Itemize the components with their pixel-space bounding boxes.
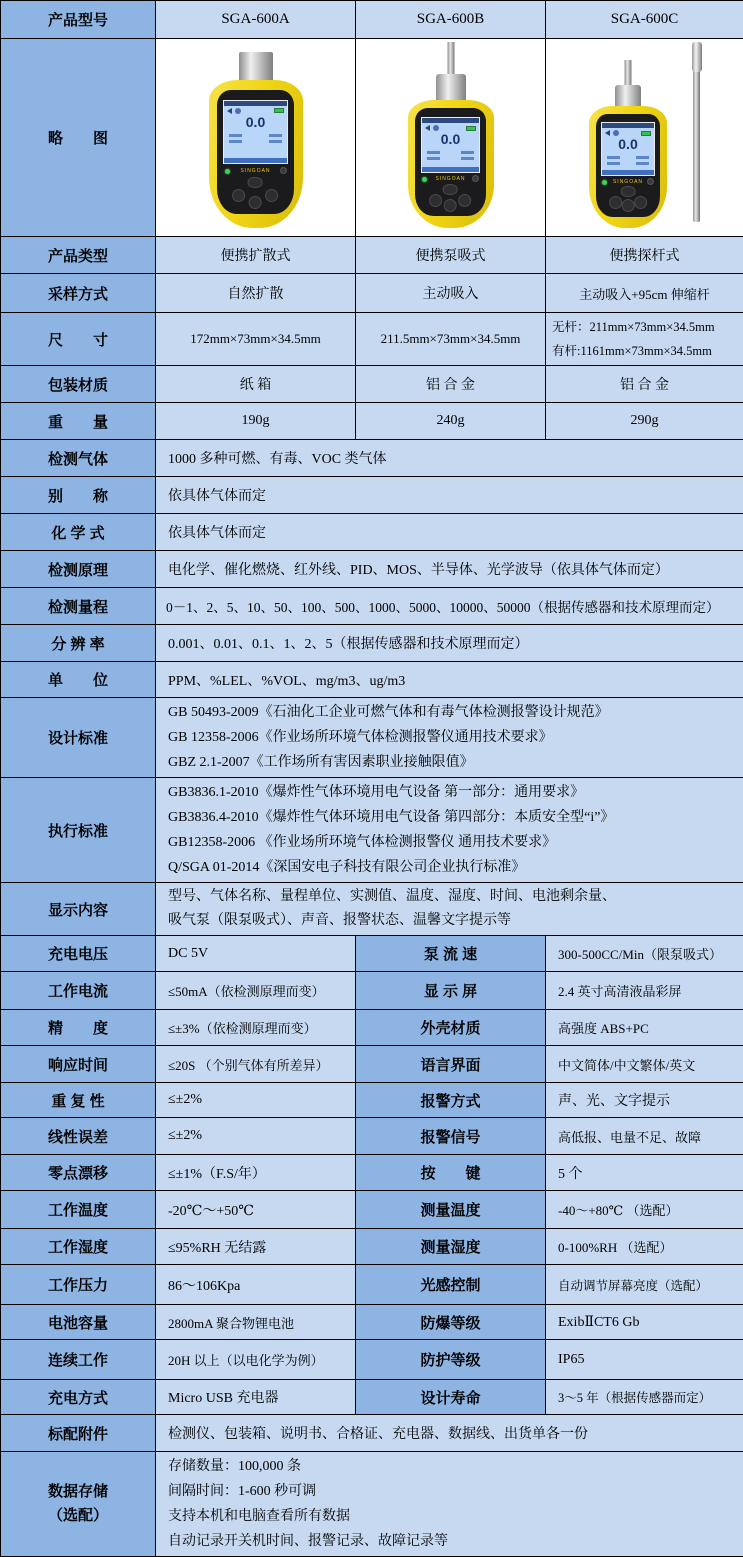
- fan-icon: [235, 108, 241, 114]
- spec-value: 便携泵吸式: [356, 237, 546, 274]
- spec-label: 分 辨 率: [1, 625, 156, 662]
- screen-datetime-bar: [602, 170, 654, 175]
- left-button-icon: [233, 189, 246, 202]
- spec-label: 执行标准: [1, 778, 156, 883]
- table-row: [1, 972, 743, 1010]
- right-button-icon: [265, 189, 278, 202]
- table-row: [1, 274, 743, 313]
- device-front-panel: [217, 90, 294, 214]
- spec-label: 重 复 性: [1, 1083, 156, 1118]
- spec-value: 无杆：211mm×73mm×34.5mm 有杆:1161mm×73mm×34.5mm: [546, 313, 743, 366]
- speaker-icon: [227, 108, 232, 114]
- spec-value: 声、光、文字提示: [546, 1083, 743, 1118]
- device-body: [408, 100, 494, 228]
- table-row: [1, 778, 743, 883]
- button-cluster: [429, 184, 473, 212]
- table-row: [1, 698, 743, 778]
- device-body: [209, 80, 303, 228]
- device-body: [589, 106, 667, 228]
- spec-value: 主动吸入+95cm 伸缩杆: [546, 274, 743, 313]
- spec-value: 依具体气体而定: [156, 514, 743, 551]
- fan-icon: [433, 125, 439, 131]
- spec-label: 精 度: [1, 1010, 156, 1046]
- spec-label: 光感控制: [356, 1265, 546, 1305]
- screen-status-row: [602, 128, 654, 136]
- spec-value: 高低报、电量不足、故障: [546, 1118, 743, 1155]
- speaker-icon: [425, 125, 430, 131]
- right-button-icon: [459, 194, 472, 207]
- spec-label: 防爆等级: [356, 1305, 546, 1340]
- table-row: [1, 1265, 743, 1305]
- spec-value: ≤±3%（依检测原理而变）: [156, 1010, 356, 1046]
- table-row: [1, 625, 743, 662]
- spec-value: DC 5V: [156, 936, 356, 972]
- sketch-label: 略 图: [1, 39, 156, 237]
- spec-value: -20℃～+50℃: [156, 1191, 356, 1229]
- table-row: [1, 403, 743, 440]
- table-row: [1, 883, 743, 936]
- spec-label: 化 学 式: [1, 514, 156, 551]
- spec-label: 防护等级: [356, 1340, 546, 1380]
- spec-label: 检测原理: [1, 551, 156, 588]
- spec-value: 240g: [356, 403, 546, 440]
- spec-value: 86～106Kpa: [156, 1265, 356, 1305]
- spec-label: 采样方式: [1, 274, 156, 313]
- spec-value: ≤±2%: [156, 1083, 356, 1118]
- spec-value: 5 个: [546, 1155, 743, 1191]
- right-button-icon: [634, 196, 647, 209]
- spec-label: 尺 寸: [1, 313, 156, 366]
- spec-value: 检测仪、包装箱、说明书、合格证、充电器、数据线、出货单各一份: [156, 1415, 743, 1452]
- table-row: [1, 237, 743, 274]
- table-row: [1, 551, 743, 588]
- spec-label: 包装材质: [1, 366, 156, 403]
- table-row: [1, 366, 743, 403]
- screen-reading: 0.0: [602, 136, 654, 153]
- spec-value: 便携扩散式: [156, 237, 356, 274]
- spec-label: 工作压力: [1, 1265, 156, 1305]
- battery-icon: [466, 126, 476, 131]
- table-row: [1, 1083, 743, 1118]
- spec-value: 190g: [156, 403, 356, 440]
- product-photo-cell-c: [546, 39, 743, 237]
- rod-tip-icon: [692, 42, 702, 72]
- table-row: [1, 662, 743, 698]
- device-front-panel: [415, 108, 486, 216]
- spec-value: IP65: [546, 1340, 743, 1380]
- spec-value: 铝 合 金: [546, 366, 743, 403]
- spec-value: 290g: [546, 403, 743, 440]
- table-row: [1, 1155, 743, 1191]
- spec-value: 自然扩散: [156, 274, 356, 313]
- spec-value: PPM、%LEL、%VOL、mg/m3、ug/m3: [156, 662, 743, 698]
- fan-icon: [613, 130, 619, 136]
- table-row: [1, 1305, 743, 1340]
- spec-label: 别 称: [1, 477, 156, 514]
- spec-value: ≤95%RH 无结露: [156, 1229, 356, 1265]
- header-row: [1, 1, 743, 39]
- screen-status-row: [422, 123, 479, 131]
- spec-value: 高强度 ABS+PC: [546, 1010, 743, 1046]
- spec-label: 充电电压: [1, 936, 156, 972]
- spec-value: Micro USB 充电器: [156, 1380, 356, 1415]
- screen-info-line: [427, 151, 474, 154]
- spec-label: 检测量程: [1, 588, 156, 625]
- product-photo-cell-b: [356, 39, 546, 237]
- table-row: [1, 1380, 743, 1415]
- table-row: [1, 514, 743, 551]
- spec-value: 1000 多种可燃、有毒、VOC 类气体: [156, 440, 743, 477]
- sketch-row: [1, 39, 743, 237]
- spec-value: 300-500CC/Min（限泵吸式）: [546, 936, 743, 972]
- spec-value: 0－1、2、5、10、50、100、500、1000、5000、10000、50000（根据传感器和技术原理而定）: [156, 588, 743, 625]
- device-screen: [601, 122, 655, 175]
- table-row: [1, 1415, 743, 1452]
- model-name-a: SGA-600A: [156, 1, 356, 39]
- spec-label: 响应时间: [1, 1046, 156, 1083]
- spec-value: 纸 箱: [156, 366, 356, 403]
- spec-value: 存储数量：100,000 条 间隔时间：1-600 秒可调 支持本机和电脑查看所有数据 自动记录开关机时间、报警记录、故障记录等: [156, 1452, 743, 1557]
- device-photo-sga600a: [156, 40, 355, 236]
- spec-value: 依具体气体而定: [156, 477, 743, 514]
- device-photo-sga600c: [546, 40, 743, 236]
- spec-value: ≤±1%（F.S/年）: [156, 1155, 356, 1191]
- spec-label: 测量湿度: [356, 1229, 546, 1265]
- spec-value: 铝 合 金: [356, 366, 546, 403]
- spec-value: GB 50493-2009《石油化工企业可燃气体和有毒气体检测报警设计规范》 GB 12358-2006《作业场所环境气体检测报警仪通用技术要求》 GBZ 2.1-2007《工作场所有害因素职业接触限值》: [156, 698, 743, 778]
- table-row: [1, 477, 743, 514]
- brand-label: SINGOAN: [415, 176, 486, 182]
- pump-probe-base-icon: [436, 74, 466, 102]
- table-row: [1, 1191, 743, 1229]
- screen-datetime-bar: [422, 167, 479, 172]
- table-row: [1, 1229, 743, 1265]
- screen-info-line: [607, 162, 649, 165]
- spec-label: 设计标准: [1, 698, 156, 778]
- screen-info-line: [229, 134, 282, 137]
- device-photo-sga600b: [356, 40, 545, 236]
- model-name-c: SGA-600C: [546, 1, 743, 39]
- screen-info-line: [607, 156, 649, 159]
- spec-value: 2800mA 聚合物锂电池: [156, 1305, 356, 1340]
- screen-reading: 0.0: [422, 131, 479, 148]
- spec-label: 设计寿命: [356, 1380, 546, 1415]
- spec-value: 20H 以上（以电化学为例）: [156, 1340, 356, 1380]
- header-label: 产品型号: [1, 1, 156, 39]
- enter-button-icon: [249, 196, 262, 209]
- sensor-cap-icon: [239, 52, 273, 82]
- spec-value: 主动吸入: [356, 274, 546, 313]
- table-row: [1, 1340, 743, 1380]
- spec-label: 语言界面: [356, 1046, 546, 1083]
- pump-probe-tube-icon: [447, 42, 454, 78]
- device-screen: [223, 100, 288, 165]
- menu-button-icon: [443, 184, 458, 195]
- pump-probe-base-icon: [615, 85, 641, 108]
- spec-label: 标配附件: [1, 1415, 156, 1452]
- spec-label: 报警方式: [356, 1083, 546, 1118]
- button-cluster: [608, 186, 648, 213]
- spec-value: 中文简体/中文繁体/英文: [546, 1046, 743, 1083]
- left-button-icon: [609, 196, 622, 209]
- brand-label: SINGOAN: [217, 168, 294, 174]
- screen-info-line: [229, 140, 282, 143]
- device-front-panel: [596, 114, 660, 217]
- left-button-icon: [430, 194, 443, 207]
- screen-datetime-bar: [224, 158, 287, 163]
- spec-label: 重 量: [1, 403, 156, 440]
- screen-reading: 0.0: [224, 114, 287, 131]
- spec-label: 按 键: [356, 1155, 546, 1191]
- spec-label: 数据存储 （选配）: [1, 1452, 156, 1557]
- spec-label: 连续工作: [1, 1340, 156, 1380]
- spec-label: 显示内容: [1, 883, 156, 936]
- spec-label: 测量温度: [356, 1191, 546, 1229]
- spec-value: 0.001、0.01、0.1、1、2、5（根据传感器和技术原理而定）: [156, 625, 743, 662]
- enter-button-icon: [444, 199, 457, 212]
- table-row: [1, 588, 743, 625]
- table-row: [1, 313, 743, 366]
- speaker-icon: [605, 130, 610, 136]
- device-screen: [421, 117, 480, 173]
- spec-label: 产品类型: [1, 237, 156, 274]
- spec-value: 0-100%RH （选配）: [546, 1229, 743, 1265]
- enter-button-icon: [622, 199, 635, 212]
- screen-info-line: [427, 157, 474, 160]
- model-name-b: SGA-600B: [356, 1, 546, 39]
- spec-value: ≤50mA（依检测原理而变）: [156, 972, 356, 1010]
- spec-label: 工作温度: [1, 1191, 156, 1229]
- table-row: [1, 1118, 743, 1155]
- pump-probe-tube-icon: [625, 60, 632, 88]
- menu-button-icon: [248, 177, 263, 188]
- product-photo-cell-a: [156, 39, 356, 237]
- spec-label: 零点漂移: [1, 1155, 156, 1191]
- spec-value: 自动调节屏幕亮度（选配）: [546, 1265, 743, 1305]
- spec-value: 3～5 年（根据传感器而定）: [546, 1380, 743, 1415]
- table-row: [1, 1010, 743, 1046]
- power-button-icon: [472, 175, 479, 182]
- spec-label: 检测气体: [1, 440, 156, 477]
- spec-value: 2.4 英寸高清液晶彩屏: [546, 972, 743, 1010]
- spec-label: 显 示 屏: [356, 972, 546, 1010]
- brand-label: SINGOAN: [596, 179, 660, 185]
- screen-status-row: [224, 106, 287, 114]
- spec-value: ≤±2%: [156, 1118, 356, 1155]
- spec-label: 充电方式: [1, 1380, 156, 1415]
- menu-button-icon: [621, 186, 636, 197]
- spec-value: 便携探杆式: [546, 237, 743, 274]
- battery-icon: [641, 131, 651, 136]
- spec-value: 型号、气体名称、量程单位、实测值、温度、湿度、时间、电池剩余量、 吸气泵（限泵吸式）、声音、报警状态、温馨文字提示等: [156, 883, 743, 936]
- table-row: [1, 440, 743, 477]
- spec-value: 电化学、催化燃烧、红外线、PID、MOS、半导体、光学波导（依具体气体而定）: [156, 551, 743, 588]
- spec-value: GB3836.1-2010《爆炸性气体环境用电气设备 第一部分：通用要求》 GB3836.4-2010《爆炸性气体环境用电气设备 第四部分：本质安全型“i”》 GB12358-2006 《作业场所环境气体检测报警仪 通用技术要求》 Q/SGA 01-2014《深国安电子科技有限公司企业执行标准》: [156, 778, 743, 883]
- spec-value: -40～+80℃ （选配）: [546, 1191, 743, 1229]
- table-row: [1, 936, 743, 972]
- spec-label: 线性误差: [1, 1118, 156, 1155]
- spec-value: 211.5mm×73mm×34.5mm: [356, 313, 546, 366]
- spec-label: 泵 流 速: [356, 936, 546, 972]
- spec-label: 工作电流: [1, 972, 156, 1010]
- spec-value: 172mm×73mm×34.5mm: [156, 313, 356, 366]
- spec-label: 单 位: [1, 662, 156, 698]
- battery-icon: [274, 108, 284, 113]
- table-row: [1, 1452, 743, 1557]
- spec-value: ≤20S （个别气体有所差异）: [156, 1046, 356, 1083]
- table-row: [1, 1046, 743, 1083]
- spec-label: 工作湿度: [1, 1229, 156, 1265]
- spec-label: 外壳材质: [356, 1010, 546, 1046]
- telescopic-rod-icon: [693, 44, 700, 222]
- spec-value: ExibⅡCT6 Gb: [546, 1305, 743, 1340]
- spec-label: 报警信号: [356, 1118, 546, 1155]
- button-cluster: [232, 177, 280, 209]
- spec-label: 电池容量: [1, 1305, 156, 1340]
